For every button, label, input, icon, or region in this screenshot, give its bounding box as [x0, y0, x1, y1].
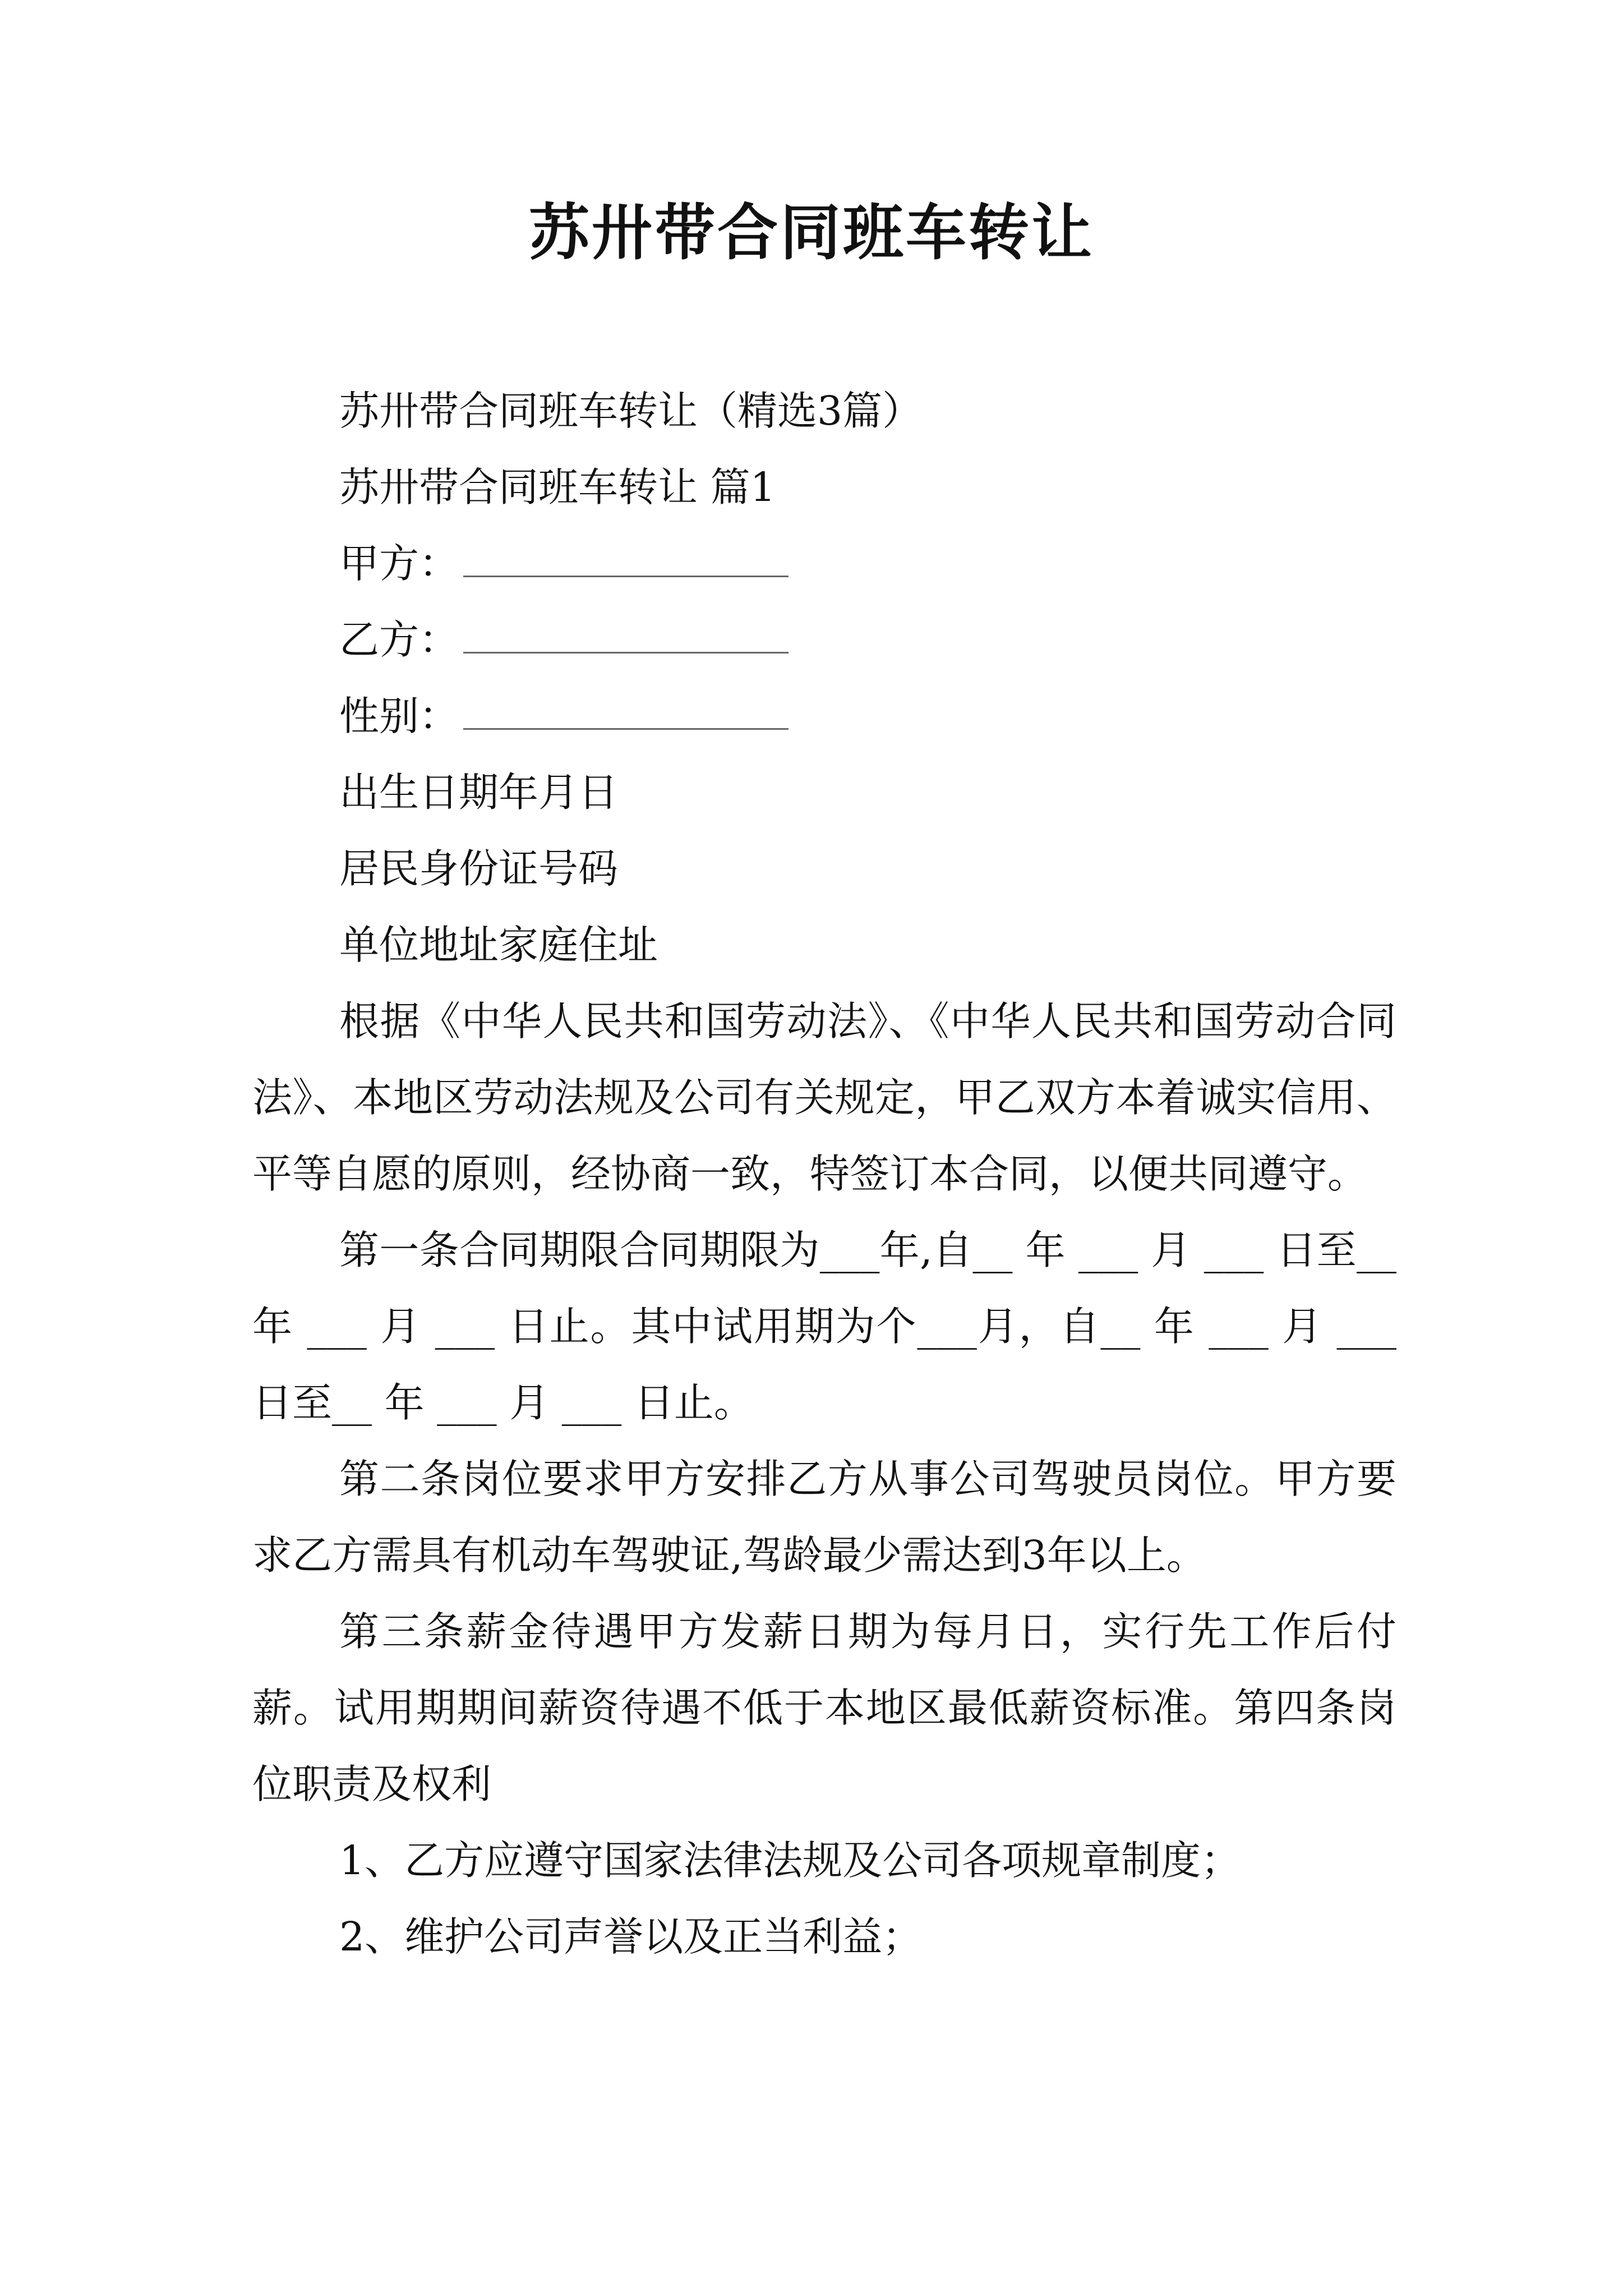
preamble-paragraph: 根据《中华人民共和国劳动法》、《中华人民共和国劳动合同法》、本地区劳动法规及公司有关规定，甲乙双方本着诚实信用、平等自愿的原则，经协商一致，特签订本合同，以便共同遵守。	[252, 998, 1396, 1197]
party-a-field	[252, 526, 1396, 602]
gender-blank	[463, 688, 789, 730]
article-2-paragraph: 第二条岗位要求甲方安排乙方从事公司驾驶员岗位。甲方要求乙方需具有机动车驾驶证,驾龄最少需达到3年以上。	[252, 1456, 1396, 1579]
party-a-blank	[463, 535, 789, 577]
document-title: 苏卅带合同班车转让	[528, 197, 1094, 268]
duty-item-1: 1、乙方应遵守国家法律法规及公司各项规章制度；	[339, 1837, 1241, 1884]
address-line: 单位地址家庭住址	[339, 922, 658, 968]
gender-field	[252, 678, 1396, 754]
document-body	[252, 373, 1396, 1975]
party-a-label: 甲方：	[339, 540, 459, 587]
gender-label: 性别：	[339, 693, 459, 739]
birth-date-line: 出生日期年月日	[339, 769, 619, 816]
section-heading: 苏卅带合同班车转让 篇1	[339, 464, 776, 510]
subtitle-line: 苏卅带合同班车转让（精选3篇）	[339, 388, 923, 434]
party-b-label: 乙方：	[339, 616, 459, 663]
article-1-paragraph: 第一条合同期限合同期限为___年,自__ 年 ___ 月 ___ 日至__ 年 ___ 月 ___ 日止。其中试用期为个___月，自__ 年 ___ 月 ___ 日至__ 年 ___ 月 ___ 日止。	[252, 1227, 1396, 1426]
article-3-paragraph: 第三条薪金待遇甲方发薪日期为每月日，实行先工作后付薪。试用期期间薪资待遇不低于本地区最低薪资标准。第四条岗位职责及权利	[252, 1608, 1396, 1807]
party-b-field	[252, 602, 1396, 678]
id-number-line: 居民身份证号码	[339, 845, 619, 892]
duty-item-2: 2、维护公司声誉以及正当利益；	[339, 1913, 923, 1960]
party-b-blank	[463, 611, 789, 654]
